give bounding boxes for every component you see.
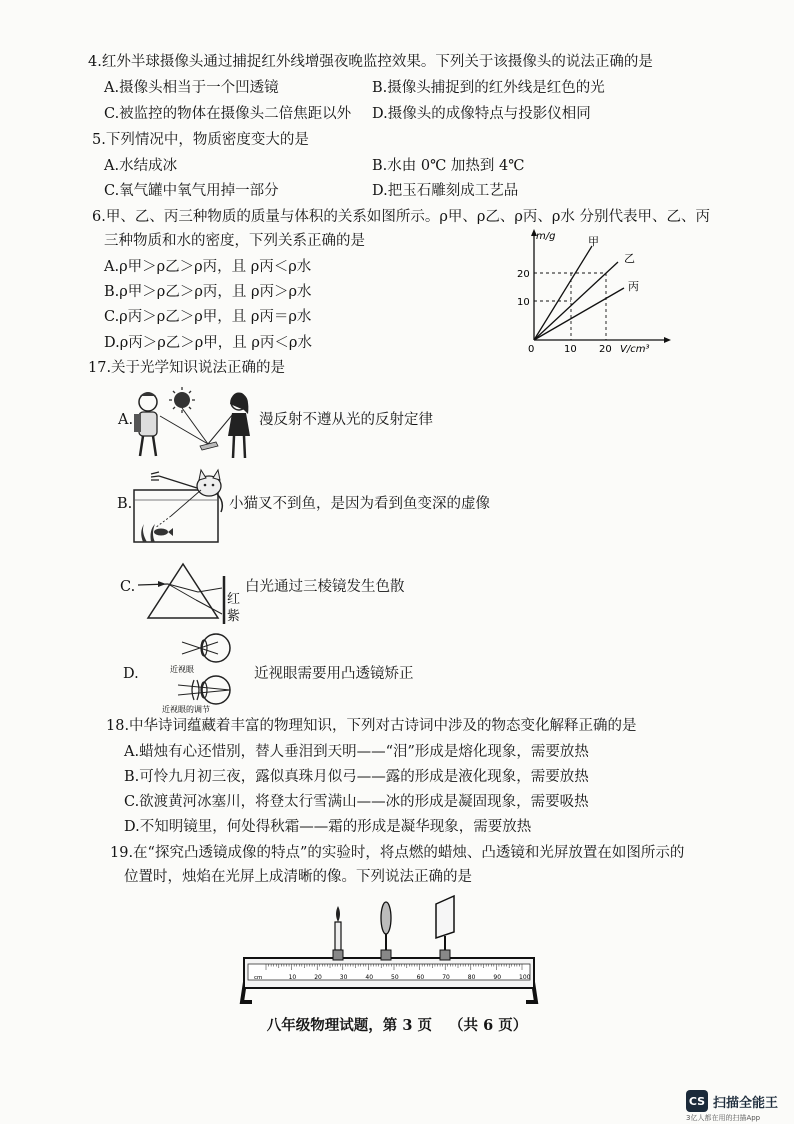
ruler-label: 100: [519, 974, 531, 981]
myopia-eye-illustration: [162, 630, 244, 714]
q4-option-c: C.被监控的物体在摄像头二倍焦距以外: [104, 106, 352, 122]
q6-option-b: B.ρ甲＞ρ乙＞ρ丙，且 ρ丙＞ρ水: [104, 284, 312, 300]
graph-line-label-bing: 丙: [628, 280, 639, 293]
footer-total-pages: （共 6 页）: [449, 1017, 528, 1034]
convex-lens: [381, 902, 391, 960]
scanner-logo-icon: CS: [686, 1090, 708, 1112]
q17-b-letter: B.: [117, 496, 133, 512]
myopia-correction-label: 近视眼的调节: [162, 705, 210, 714]
q5-option-d: D.把玉石雕刻成工艺品: [372, 183, 519, 199]
graph-x-tick-0: 0: [528, 344, 535, 354]
graph-x-tick-10: 10: [564, 344, 577, 354]
ruler-label: 60: [416, 974, 425, 981]
ruler-label: 50: [391, 974, 399, 981]
ruler-label: 70: [442, 974, 450, 981]
ruler-label: 30: [339, 974, 348, 981]
q18-stem: 18.中华诗词蕴藏着丰富的物理知识，下列对古诗词中涉及的物态变化解释正确的是: [106, 718, 637, 734]
q5-option-b: B.水由 0℃ 加热到 4℃: [372, 158, 525, 174]
scanner-name: 扫描全能王: [713, 1095, 779, 1111]
graph-line-label-jia: 甲: [588, 235, 599, 248]
q17-c-red-label: 红: [227, 592, 241, 607]
q18-option-d: D.不知明镜里，何处得秋霜——霜的形成是凝华现象，需要放热: [124, 819, 532, 835]
q6-stem-line1: 6.甲、乙、丙三种物质的质量与体积的关系如图所示。ρ甲、ρ乙、ρ丙、ρ水 分别代表甲、乙、丙: [92, 209, 711, 225]
q18-option-a: A.蜡烛有心还惜别，替人垂泪到天明——“泪”形成是熔化现象，需要放热: [124, 744, 589, 760]
q19-stem-line1: 19.在“探究凸透镜成像的特点”的实验时，将点燃的蜡烛、凸透镜和光屏放置在如图所示的: [110, 845, 685, 861]
graph-x-label: V/cm³: [620, 344, 650, 354]
q17-c-text: 白光通过三棱镜发生色散: [245, 579, 405, 595]
candle: [333, 906, 343, 960]
graph-line-label-yi: 乙: [624, 252, 635, 265]
optical-bench-illustration: [234, 892, 544, 1008]
graph-y-label: m/g: [536, 231, 556, 242]
q17-a-letter: A.: [118, 412, 134, 428]
q4-stem: 4.红外半球摄像头通过捕捉红外线增强夜晚监控效果。下列关于该摄像头的说法正确的是: [88, 54, 653, 70]
page-footer: [0, 1014, 794, 1035]
scanner-watermark: [686, 1090, 778, 1112]
ruler-unit: cm: [254, 975, 263, 981]
ruler-label: 80: [467, 974, 476, 981]
scanner-tagline: 3亿人都在用的扫描App: [686, 1114, 761, 1122]
q4-option-a: A.摄像头相当于一个凹透镜: [104, 80, 279, 96]
q6-option-a: A.ρ甲＞ρ乙＞ρ丙，且 ρ丙＜ρ水: [104, 259, 312, 275]
q17-c-violet-label: 紫: [227, 609, 241, 624]
graph-x-tick-20: 20: [599, 344, 612, 354]
light-screen: [436, 896, 454, 960]
q4-option-d: D.摄像头的成像特点与投影仪相同: [372, 106, 591, 122]
q5-stem: 5.下列情况中，物质密度变大的是: [92, 132, 309, 148]
q18-option-b: B.可怜九月初三夜，露似真珠月似弓——露的形成是液化现象，需要放热: [124, 769, 589, 785]
diffuse-reflection-illustration: [130, 386, 260, 462]
q17-b-text: 小猫叉不到鱼，是因为看到鱼变深的虚像: [229, 496, 490, 512]
q5-option-c: C.氧气罐中氧气用掉一部分: [104, 183, 279, 199]
prism-dispersion-illustration: [136, 560, 236, 628]
ruler-label: 40: [365, 974, 374, 981]
q17-stem: 17.关于光学知识说法正确的是: [88, 360, 286, 376]
q6-stem-line2: 三种物质和水的密度，下列关系正确的是: [104, 233, 365, 249]
q5-option-a: A.水结成冰: [104, 158, 178, 174]
q6-option-c: C.ρ丙＞ρ乙＞ρ甲，且 ρ丙＝ρ水: [104, 309, 312, 325]
graph-y-tick-10: 10: [517, 297, 530, 308]
q17-d-letter: D.: [123, 666, 139, 682]
myopia-label: 近视眼: [170, 665, 194, 674]
q4-option-b: B.摄像头捕捉到的红外线是红色的光: [372, 80, 605, 96]
ruler-label: 10: [288, 974, 297, 981]
q17-c-letter: C.: [120, 579, 136, 595]
q6-option-d: D.ρ丙＞ρ乙＞ρ甲，且 ρ丙＜ρ水: [104, 335, 312, 351]
footer-page-info: 八年级物理试题，第 3 页: [266, 1017, 432, 1034]
mass-volume-graph: [514, 228, 674, 354]
q17-d-text: 近视眼需要用凸透镜矫正: [254, 666, 414, 682]
q19-stem-line2: 位置时，烛焰在光屏上成清晰的像。下列说法正确的是: [124, 869, 472, 885]
cat-fishing-illustration: [131, 466, 231, 546]
q17-a-text: 漫反射不遵从光的反射定律: [259, 412, 433, 428]
ruler-label: 90: [493, 974, 502, 981]
graph-y-tick-20: 20: [517, 269, 530, 280]
ruler-label: 20: [314, 974, 322, 981]
q18-option-c: C.欲渡黄河冰塞川，将登太行雪满山——冰的形成是凝固现象，需要吸热: [124, 794, 589, 810]
